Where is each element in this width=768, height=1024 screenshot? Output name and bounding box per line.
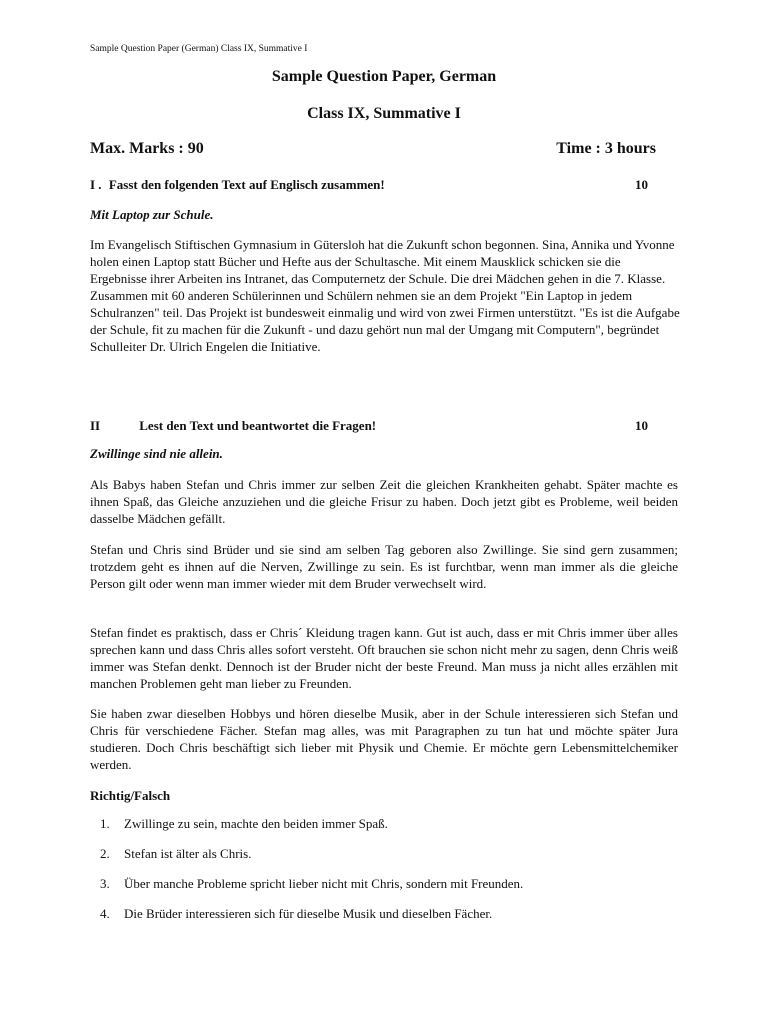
section-2-instruction: Lest den Text und beantwortet die Fragen! <box>139 418 377 433</box>
time-limit: Time : 3 hours <box>556 140 656 157</box>
question-text: Die Brüder interessieren sich für dieselbe Musik und dieselben Fächer. <box>124 906 493 921</box>
section-2-heading <box>90 418 648 434</box>
marks-time-row <box>90 140 656 158</box>
list-item <box>90 875 523 905</box>
section-1-text-title: Mit Laptop zur Schule. <box>90 207 214 222</box>
section-1-points: 10 <box>635 177 648 192</box>
question-number: 1. <box>100 816 110 831</box>
page-subtitle: Class IX, Summative I <box>307 105 461 122</box>
section-2-paragraph-2: Stefan und Chris sind Brüder und sie sind am selben Tag geboren also Zwillinge. Sie sind gern zusammen; trotzdem geht es ihnen auf die Nerven, Zwillinge zu sein. Es ist furchtbar, wenn man immer als die gleiche Person gilt oder wenn man immer wieder mit dem Bruder verwechselt wird. <box>90 542 678 591</box>
header-note: Sample Question Paper (German) Class IX, Summative I <box>90 44 308 54</box>
list-item <box>90 905 523 935</box>
question-number: 3. <box>100 876 110 891</box>
section-2-paragraph-3: Stefan findet es praktisch, dass er Chris´ Kleidung tragen kann. Gut ist auch, dass er mit Chris immer über alles sprechen kann und dass Chris alles sofort versteht. Oft brauchen sie schon nicht mehr zu sagen, denn Chris weiß immer was Stefan denkt. Dennoch ist der Bruder nicht der beste Freund. Man muss ja nicht alles erzählen mit manchen Problemen geht man lieber zu Freunden. <box>90 625 678 691</box>
section-1-number: I . <box>90 177 102 192</box>
section-2-number: II <box>90 418 101 433</box>
section-2-text-title: Zwillinge sind nie allein. <box>90 446 223 461</box>
task-label: Richtig/Falsch <box>90 788 171 803</box>
question-text: Stefan ist älter als Chris. <box>124 846 252 861</box>
section-2-paragraph-4: Sie haben zwar dieselben Hobbys und hören dieselbe Musik, aber in der Schule interessieren sich Stefan und Chris für verschiedene Fächer. Stefan mag alles, was mit Paragraphen zu tun hat und möchte später Jura studieren. Doch Chris beschäftigt sich lieber mit Physik und Chemie. Er möchte gern Lebensmittelchemiker werden. <box>90 706 678 772</box>
section-1-heading <box>90 177 648 193</box>
max-marks: Max. Marks : 90 <box>90 140 204 157</box>
question-number: 2. <box>100 846 110 861</box>
section-2-paragraph-1: Als Babys haben Stefan und Chris immer zur selben Zeit die gleichen Krankheiten gehabt. Später machte es ihnen Spaß, das Gleiche anzuziehen und die gleiche Frisur zu haben. Doch jetzt gibt es Probleme, weil beiden dasselbe Mädchen gefällt. <box>90 477 678 526</box>
question-text: Über manche Probleme spricht lieber nicht mit Chris, sondern mit Freunden. <box>124 876 524 891</box>
list-item <box>90 815 523 845</box>
section-1-instruction: Fasst den folgenden Text auf Englisch zusammen! <box>108 177 385 192</box>
list-item <box>90 845 523 875</box>
question-text: Zwillinge zu sein, machte den beiden immer Spaß. <box>124 816 388 831</box>
page-title: Sample Question Paper, German <box>271 68 497 85</box>
question-number: 4. <box>100 906 110 921</box>
section-2-points: 10 <box>635 418 648 433</box>
section-1-paragraph: Im Evangelisch Stiftischen Gymnasium in Gütersloh hat die Zukunft schon begonnen. Sina, Annika und Yvonne holen einen Laptop statt Bücher und Hefte aus der Schultasche. Mit einem Mausklick schicken sie die Ergebnisse ihrer Arbeiten ins Intranet, das Computernetz der Schule. Die drei Mädchen gehen in die 7. Klasse. Zusammen mit 60 anderen Schülerinnen und Schülern nehmen sie an dem Projekt "Ein Laptop in jedem Schulranzen" teil. Das Projekt ist bundesweit einmalig und wird von zwei Firmen unterstützt. "Es ist die Aufgabe der Schule, fit zu machen für die Zukunft - und dazu gehört nun mal der Umgang mit Computern", begründet Schulleiter Dr. Ulrich Engelen die Initiative. <box>90 237 680 354</box>
question-list <box>90 815 523 935</box>
